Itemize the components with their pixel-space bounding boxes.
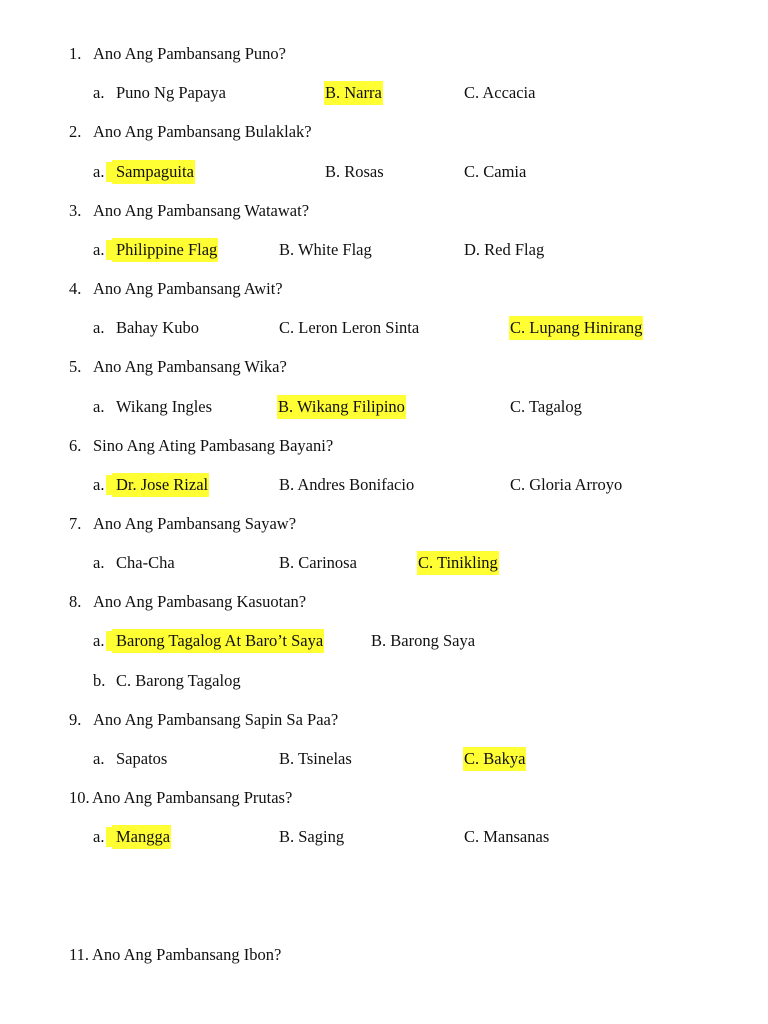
question-text: Ano Ang Pambansang Sapin Sa Paa? [93, 710, 339, 729]
option-b: B. Rosas [325, 162, 384, 181]
option-marker: a. [93, 162, 105, 181]
option-c: C. Accacia [464, 83, 536, 102]
option-a: Cha-Cha [116, 553, 175, 572]
option-b: B. Tsinelas [279, 749, 352, 768]
option-b: C. Leron Leron Sinta [279, 318, 420, 337]
option-c-highlighted: C. Tinikling [417, 551, 499, 575]
question-text: Ano Ang Pambasang Kasuotan? [93, 592, 307, 611]
question-number: 3. [69, 201, 82, 220]
option-c-highlighted: C. Bakya [463, 747, 526, 771]
option-a-highlighted: Philippine Flag [112, 238, 218, 262]
question-number: 4. [69, 279, 82, 298]
option-marker: a. [93, 83, 105, 102]
option-marker: a. [93, 749, 105, 768]
question-number: 11. [69, 945, 90, 964]
question-number: 1. [69, 44, 82, 63]
question-text: Ano Ang Pambansang Bulaklak? [93, 122, 312, 141]
option-marker: a. [93, 553, 105, 572]
option-marker: a. [93, 240, 105, 259]
question-text: Sino Ang Ating Pambasang Bayani? [93, 436, 334, 455]
question-text: Ano Ang Pambansang Awit? [93, 279, 283, 298]
question-text: Ano Ang Pambansang Sayaw? [93, 514, 297, 533]
option-a-highlighted: Mangga [112, 825, 171, 849]
option-marker: a. [93, 475, 105, 494]
option-b: B. White Flag [279, 240, 372, 259]
option-c: C. Gloria Arroyo [510, 475, 623, 494]
question-number: 10. [69, 788, 90, 807]
option-marker: a. [93, 631, 105, 650]
option-marker: a. [93, 827, 105, 846]
option-a: Bahay Kubo [116, 318, 199, 337]
option-b: B. Andres Bonifacio [279, 475, 415, 494]
question-number: 6. [69, 436, 82, 455]
option-marker: b. [93, 671, 106, 690]
question-text: Ano Ang Pambansang Prutas? [92, 788, 293, 807]
question-number: 9. [69, 710, 82, 729]
option-c: C. Mansanas [464, 827, 550, 846]
option-b-highlighted: B. Narra [324, 81, 383, 105]
question-text: Ano Ang Pambansang Wika? [93, 357, 287, 376]
option-c: D. Red Flag [464, 240, 545, 259]
option-b-highlighted: B. Wikang Filipino [277, 395, 406, 419]
option-a: Puno Ng Papaya [116, 83, 226, 102]
option-a: Wikang Ingles [116, 397, 213, 416]
question-number: 2. [69, 122, 82, 141]
option-a-highlighted: Dr. Jose Rizal [112, 473, 209, 497]
option-c-highlighted: C. Lupang Hinirang [509, 316, 643, 340]
option-b: B. Barong Saya [371, 631, 476, 650]
option-a: Sapatos [116, 749, 168, 768]
question-text: Ano Ang Pambansang Ibon? [92, 945, 282, 964]
option-b: B. Saging [279, 827, 345, 846]
option-c: C. Camia [464, 162, 527, 181]
option-marker: a. [93, 318, 105, 337]
question-text: Ano Ang Pambansang Watawat? [93, 201, 310, 220]
question-number: 7. [69, 514, 82, 533]
option-a-highlighted: Barong Tagalog At Baro’t Saya [112, 629, 324, 653]
option-b: B. Carinosa [279, 553, 357, 572]
option-c: C. Barong Tagalog [116, 671, 241, 690]
question-number: 5. [69, 357, 82, 376]
question-number: 8. [69, 592, 82, 611]
option-a-highlighted: Sampaguita [112, 160, 195, 184]
question-text: Ano Ang Pambansang Puno? [93, 44, 286, 63]
option-marker: a. [93, 397, 105, 416]
option-c: C. Tagalog [510, 397, 582, 416]
